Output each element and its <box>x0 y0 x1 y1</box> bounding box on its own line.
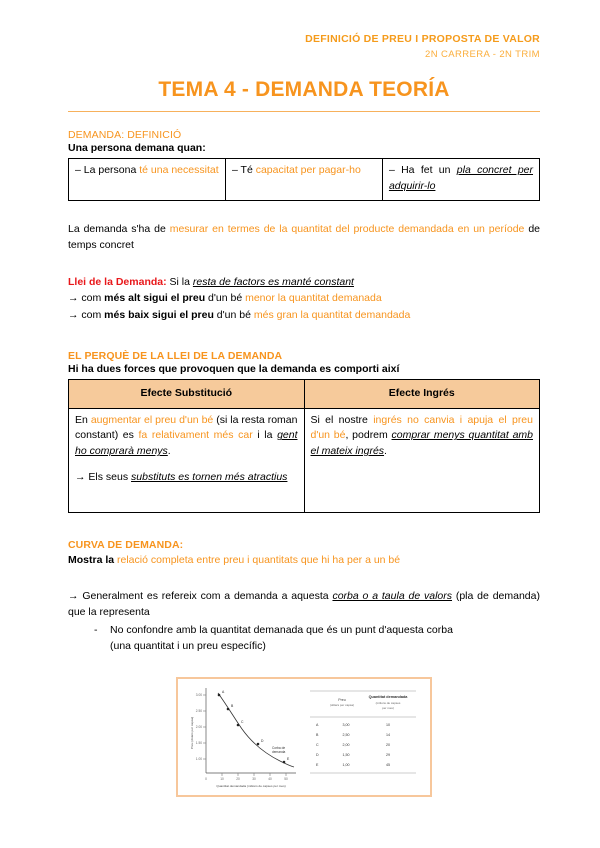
svg-text:40: 40 <box>268 776 272 781</box>
svg-text:B: B <box>316 732 319 737</box>
page-title: TEMA 4 - DEMANDA TEORÍA <box>158 77 450 101</box>
txt: (si la resta roman constant) es <box>75 413 298 442</box>
cell-necessitat <box>69 159 226 201</box>
bullet-list-curva <box>68 623 540 639</box>
svg-text:20: 20 <box>386 742 390 747</box>
rule-arrow: → com <box>68 292 105 305</box>
lead-orange: relació completa entre preu i quantitats que hi ha per a un bé <box>117 553 401 566</box>
svg-text:1.50: 1.50 <box>195 740 202 745</box>
cell-dash: – <box>75 164 81 177</box>
txt-underline: substituts es tornen més atractius <box>131 470 288 483</box>
svg-text:2.00: 2.00 <box>195 724 202 729</box>
llei-label: Llei de la Demanda: <box>68 275 167 288</box>
table-efectes <box>68 379 540 513</box>
svg-text:C: C <box>241 719 244 724</box>
course-title: DEFINICIÓ DE PREU I PROPOSTA DE VALOR <box>305 33 540 45</box>
svg-text:3.00: 3.00 <box>195 692 202 697</box>
header-efecte-substitucio: Efecte Substitució <box>69 379 305 408</box>
para-orange-1: mesurar en termes de la quantitat del producte demandada en un període <box>169 222 525 235</box>
table-row <box>69 159 540 201</box>
document-header <box>68 32 540 62</box>
txt: En <box>75 413 91 426</box>
figure-container <box>68 677 540 797</box>
svg-text:14: 14 <box>386 732 390 737</box>
svg-text:1.00: 1.00 <box>195 756 202 761</box>
rule-plain: d'un bé <box>213 309 254 322</box>
schedule-col-header-quantitat: Quantitat demandada <box>368 694 408 699</box>
para-plain-1: La demanda s'ha de <box>68 222 170 235</box>
bullet-marker: - <box>94 624 98 637</box>
svg-text:2,50: 2,50 <box>342 732 350 737</box>
course-subtitle: 2N CARRERA - 2N TRIM <box>425 49 540 61</box>
llei-demanda-line <box>68 274 540 291</box>
llei-rule-1 <box>68 290 540 307</box>
rule-arrow: → com <box>68 309 105 322</box>
svg-text:D: D <box>316 752 319 757</box>
section-heading-curva: CURVA DE DEMANDA: <box>68 538 184 551</box>
bullet-line-1: No confondre amb la quantitat demanada que és un punt d'aquesta corba <box>110 624 453 637</box>
paragraph-generalment <box>68 588 540 621</box>
arrow-plain-2: (pla de demanda) que la representa <box>68 589 540 619</box>
svg-text:10: 10 <box>220 776 224 781</box>
svg-text:2,00: 2,00 <box>342 742 350 747</box>
svg-text:D: D <box>261 738 264 743</box>
cell-text-orange: té una necessitat <box>139 164 219 177</box>
txt: , podrem <box>345 429 392 442</box>
section-heading-demanda: DEMANDA: DEFINICIÓ <box>68 129 182 142</box>
svg-text:1,00: 1,00 <box>342 762 350 767</box>
chart-annotation-2: demanda <box>272 749 286 754</box>
rule-orange: més gran la quantitat demandada <box>253 309 411 322</box>
rule-orange: menor la quantitat demanada <box>245 292 382 305</box>
txt: . <box>384 445 387 458</box>
chart-annotation: Corba de <box>272 745 286 750</box>
cell-efecte-ingres <box>304 408 540 512</box>
svg-text:30: 30 <box>252 776 256 781</box>
schedule-col-header-quantitat-unit: (milions de capses <box>375 700 401 705</box>
arrow-plain-1: → Generalment es refereix com a demanda a aquesta <box>68 589 333 602</box>
arrow-underline: corba o a taula de valors <box>332 589 453 602</box>
cell-text-orange: capacitat per pagar-ho <box>255 164 361 177</box>
llei-intro: Si la <box>166 275 193 288</box>
lead-plain: Mostra la <box>68 553 118 566</box>
rule-bold: més alt sigui el preu <box>104 292 206 305</box>
schedule-col-header-preu-unit: (dòlars per capsa) <box>329 702 355 707</box>
svg-text:E: E <box>287 756 290 761</box>
svg-text:29: 29 <box>386 752 390 757</box>
cell-text-underline: pla concret per adquirir-lo <box>388 164 534 193</box>
demand-figure-svg <box>180 681 428 793</box>
svg-text:50: 50 <box>284 776 288 781</box>
svg-text:A: A <box>316 722 319 727</box>
txt: i la <box>252 429 278 442</box>
svg-text:A: A <box>222 689 225 694</box>
txt-orange: ingrés no canvia i apuja el preu d'un bé <box>310 413 533 442</box>
txt-orange: augmentar el preu d'un bé <box>90 413 214 426</box>
header-efecte-ingres: Efecte Ingrés <box>304 379 540 408</box>
cell-dash: – <box>231 164 238 177</box>
svg-text:E: E <box>316 762 319 767</box>
paragraph-mesurar <box>68 221 540 254</box>
cell-pla-concret <box>382 159 539 201</box>
txt: Si el nostre <box>310 413 374 426</box>
cell-text-plain: La persona <box>83 164 140 177</box>
txt-orange: fa relativament més car <box>138 429 253 442</box>
txt: . <box>167 445 171 458</box>
llei-demanda-block <box>68 274 540 324</box>
txt: → Els seus <box>75 470 132 483</box>
txt-underline: gent ho comprarà menys <box>75 429 298 458</box>
cell-paragraph-1 <box>75 413 298 460</box>
txt-underline: comprar menys quantitat amb el mateix ingrés <box>310 429 533 458</box>
table-header-row <box>69 379 540 408</box>
bullet-line-2: (una quantitat i un preu específic) <box>110 640 266 653</box>
paragraph-mostra <box>68 552 540 568</box>
svg-text:0: 0 <box>205 776 207 781</box>
subheading-dues-forces: Hi ha dues forces que provoquen que la demanda es comporti així <box>68 362 400 375</box>
rule-plain: d'un bé <box>205 292 246 305</box>
table-demanda-condicions <box>68 158 540 201</box>
schedule-col-header-preu: Preu <box>338 697 346 702</box>
cell-text-plain: Té <box>240 164 256 177</box>
svg-text:2.50: 2.50 <box>195 708 202 713</box>
cell-text-plain: Ha fet un <box>401 164 457 177</box>
cell-paragraph-2 <box>75 470 298 486</box>
svg-text:C: C <box>316 742 319 747</box>
svg-text:3,00: 3,00 <box>342 722 350 727</box>
cell-efecte-substitucio <box>69 408 305 512</box>
demand-curve-and-schedule-figure <box>176 677 432 797</box>
cell-capacitat <box>225 159 382 201</box>
svg-text:B: B <box>231 703 234 708</box>
cell-paragraph-1 <box>311 413 534 460</box>
llei-underline: resta de factors es manté constant <box>192 275 354 288</box>
chart-x-axis-label: Quantitat demandada (milions de capses per mes) <box>216 783 286 788</box>
list-item <box>68 623 540 639</box>
svg-text:20: 20 <box>236 776 240 781</box>
svg-text:45: 45 <box>386 762 390 767</box>
section-heading-perque: EL PERQUÈ DE LA LLEI DE LA DEMANDA <box>68 349 283 362</box>
subheading-una-persona: Una persona demana quan: <box>68 142 206 155</box>
schedule-col-header-quantitat-unit2: per mes) <box>382 705 394 710</box>
title-divider <box>68 111 540 113</box>
cell-dash: – <box>388 164 395 177</box>
para-plain-2: de temps concret <box>68 222 540 252</box>
rule-bold: més baix sigui el preu <box>104 309 214 322</box>
svg-text:10: 10 <box>386 722 390 727</box>
table-row <box>69 408 540 512</box>
chart-y-axis-label: Preu (dòlars per capsa) <box>190 716 194 750</box>
svg-text:1,50: 1,50 <box>342 752 350 757</box>
llei-rule-2 <box>68 307 540 324</box>
